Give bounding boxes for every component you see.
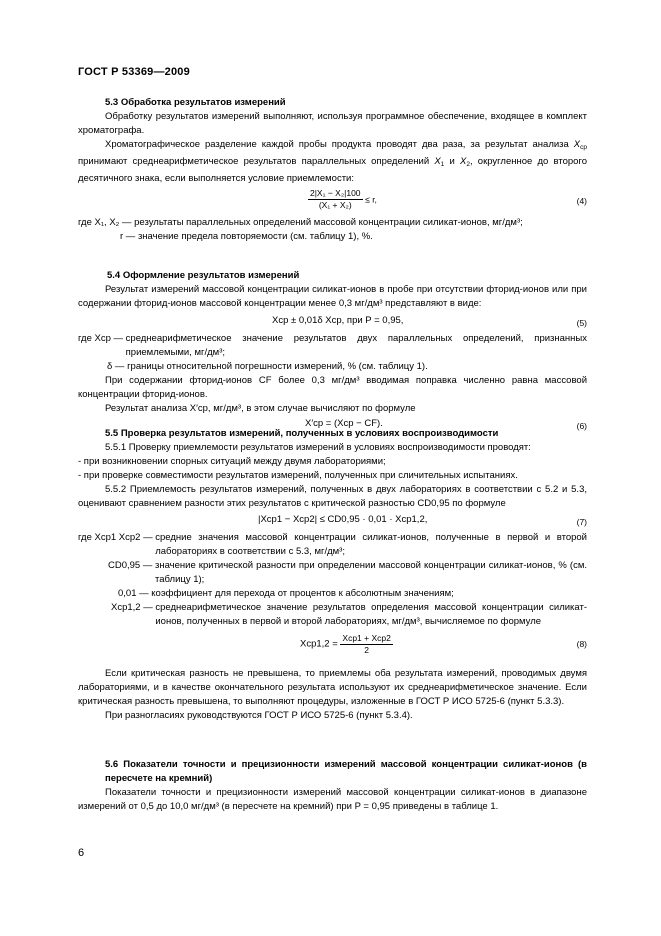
paragraph: При разногласиях руководствуются ГОСТ Р ИСО 5725-6 (пункт 5.3.4). [105, 710, 413, 721]
definition: Xср1,2 — среднеарифметическое значение результатов определения массовой концентрации силикат-ионов, полученных в первой и второй лабораториях, мг/дм³, вычисляемое по формуле [111, 602, 587, 627]
section-title: 5.6 Показатели точности и прецизионности измерений массовой концентрации силикат-ионов (в пересчете на кремний) [105, 759, 587, 784]
definition: где X₁, X₂ — результаты параллельных определений массовой концентрации силикат-ионов, мг/дм³; [78, 217, 523, 228]
formula-4: $\frac{\text{2|X₁ − X₂|100}}{\text{(X₁ + X₂)}}$ ≤ r, (4) [310, 188, 587, 210]
definition: δ — границы относительной погрешности измерений, % (см. таблицу 1). [107, 361, 428, 372]
section-title: 5.5 Проверка результатов измерений, полученных в условиях воспроизводимости [105, 428, 499, 439]
paragraph: При содержании фторид-ионов CF более 0,3 мг/дм³ вводимая поправка численно равна массовой концентрации фторид-ионов. [78, 375, 587, 400]
paragraph: Обработку результатов измерений выполняют, используя программное обеспечение, входящее в комплект хроматографа. [78, 111, 587, 136]
page-number: 6 [78, 847, 85, 859]
definition: CD0,95 — значение критической разности при определении массовой концентрации силикат-ионов, % (см. таблицу 1); [108, 560, 587, 585]
paragraph: Хроматографическое разделение каждой пробы продукта проводят два раза, за результат анализа $X_{ср}$ принимают среднеарифметическое результатов параллельных определений $X_1$ и $X_2$, округленное до второго десятичного знака, если выполняется условие приемлемости: [78, 139, 588, 184]
section-5-3 [78, 96, 587, 244]
section-5-4 [78, 269, 587, 435]
paragraph: Результат измерений массовой концентрации силикат-ионов в пробе при отсутствии фторид-ионов или при содержании фторид-ионов массовой концентрации менее 0,3 мг/дм³ представляют в виде: [78, 284, 587, 309]
equation-number: (8) [576, 639, 587, 649]
paragraph: 5.5.2 Приемлемость результатов измерений, полученных в двух лабораториях в соответствии с 5.2 и 5.3, оценивают сравнением разности этих результатов с критической разностью CD0,95 по формуле [78, 484, 587, 509]
equation-number: (6) [576, 421, 587, 431]
equation-number: (4) [576, 196, 587, 206]
definition: 0,01 — коэффициент для перехода от процентов к абсолютным значениям; [118, 588, 454, 599]
section-title: 5.3 Обработка результатов измерений [105, 97, 286, 108]
paragraph: Результат анализа X′ср, мг/дм³, в этом случае вычисляют по формуле [105, 403, 416, 414]
definition: r — значение предела повторяемости (см. таблицу 1), %. [120, 231, 373, 242]
section-5-6 [78, 758, 587, 814]
section-5-5 [78, 427, 587, 723]
equation-number: (5) [576, 318, 587, 328]
list-item: - при возникновении спорных ситуаций между двумя лабораториями; [78, 456, 386, 467]
paragraph: Если критическая разность не превышена, то приемлемы оба результата измерений, проводимых двумя лабораториями, и в качестве окончательного результата используют их среднеарифметическое значение. Если критическая разность превышена, то выполняют процедуры, изложенные в ГОСТ Р ИСО 5725-6 (пункт 5.3.3). [78, 668, 587, 707]
definition: где Xср1 Xср2 — средние значения массовой концентрации силикат-ионов, полученные в первой и второй лабораториях в соответствии с 5.3, мг/дм³; [78, 532, 587, 557]
section-title: 5.4 Оформление результатов измерений [107, 270, 300, 281]
formula-5: Xср ± 0,01δ Xср, при P = 0,95, (5) [272, 315, 587, 328]
document-header: ГОСТ Р 53369—2009 [78, 66, 190, 78]
definition: где Xср — среднеарифметическое значение результатов двух параллельных определений, признанных приемлемыми, мг/дм³; [78, 333, 587, 358]
formula-8: Xср1,2 = $\frac{\text{Xср1 + Xср2}}{2}$ (8) [300, 633, 587, 655]
equation-number: (7) [576, 517, 587, 527]
paragraph: Показатели точности и прецизионности измерений массовой концентрации силикат-ионов в диапазоне измерений от 0,5 до 10,0 мг/дм³ (в пересчете на кремний) при P = 0,95 приведены в таблице 1. [78, 787, 587, 812]
formula-6: X′ср = (Xср − CF). (6) [305, 418, 587, 431]
paragraph: 5.5.1 Проверку приемлемости результатов измерений в условиях воспроизводимости проводят: [105, 442, 531, 453]
list-item: - при проверке совместимости результатов измерений, полученных при сличительных испытаниях. [78, 470, 518, 481]
formula-7: |Xср1 − Xср2| ≤ CD0,95 · 0,01 · Xср1,2, (7) [258, 514, 587, 527]
